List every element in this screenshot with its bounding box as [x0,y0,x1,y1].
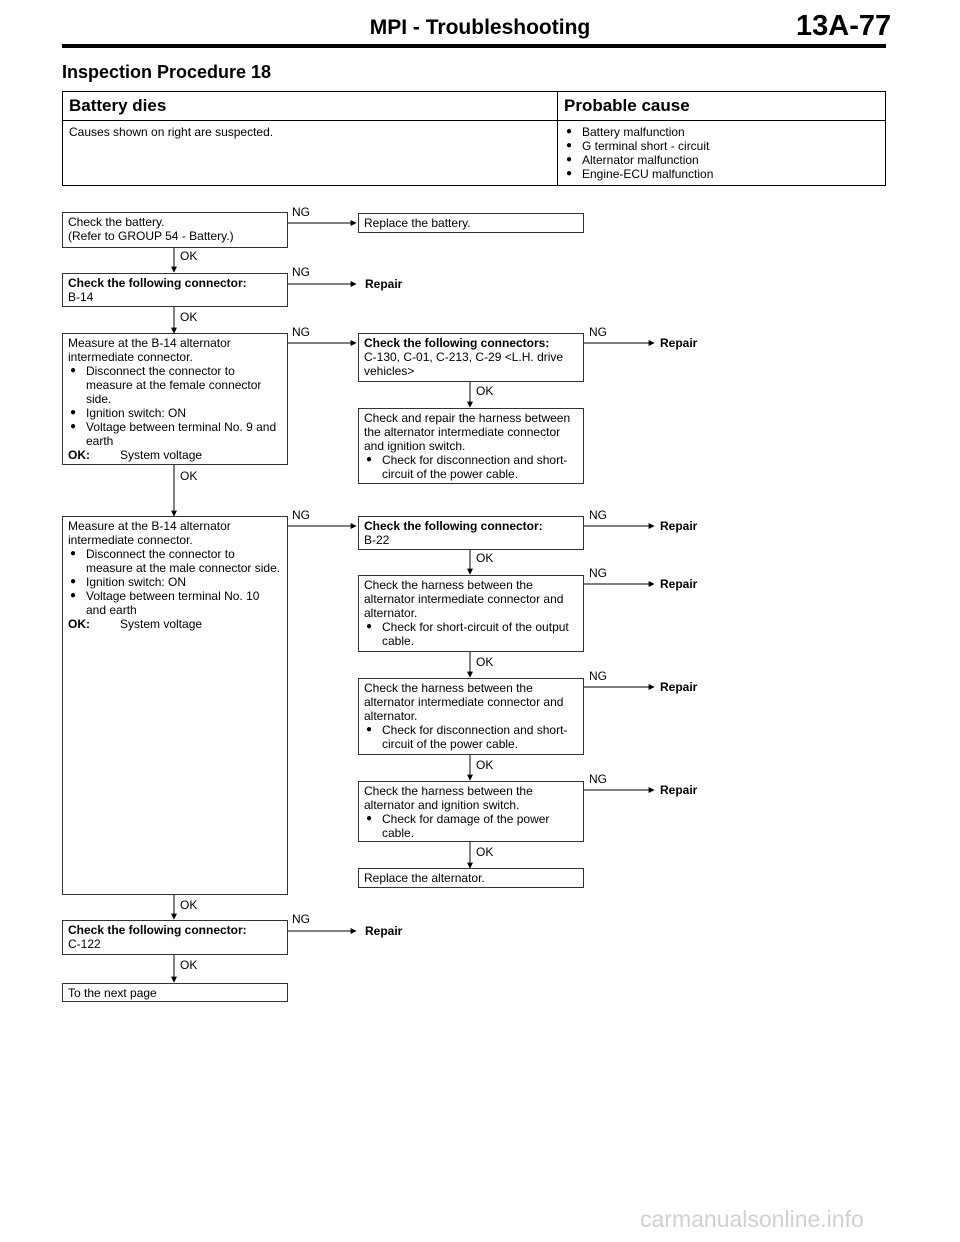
watermark: carmanualsonline.info [640,1206,864,1232]
repair-label: Repair [365,277,403,291]
ng-label: NG [589,508,607,522]
connector-check-title: Check the following connector: [364,519,543,533]
measure-step: ● Voltage between terminal No. 10 and earth [68,589,282,617]
symptom-header: Battery dies [63,92,558,121]
ng-label: NG [292,205,310,219]
connector-id: C-122 [68,937,101,951]
ng-label: NG [589,566,607,580]
connector-check-title: Check the following connector: [68,276,247,290]
ok-label: OK [180,469,198,483]
page-header-title: MPI - Troubleshooting [369,16,591,39]
ng-label: NG [292,508,310,522]
symptom-description: Causes shown on right are suspected. [63,121,558,186]
harness-check-step: ● Check for damage of the power cable. [364,812,578,840]
ng-label: NG [292,912,310,926]
ok-key: OK: [68,448,90,462]
ok-criteria [68,448,282,462]
replace-alternator-box: Replace the alternator. [358,868,584,888]
harness-check-step: ● Check for disconnection and short-circuit of the power cable. [364,453,578,481]
repair-label: Repair [660,680,698,694]
ok-label: OK [180,310,198,324]
check-battery-reference: (Refer to GROUP 54 - Battery.) [68,229,234,243]
measure-step: ● Ignition switch: ON [68,575,282,589]
ng-label: NG [589,772,607,786]
measure-step: ● Disconnect the connector to measure at the female connector side. [68,364,282,406]
next-page-box: To the next page [62,983,288,1002]
ok-key: OK: [68,617,90,631]
cause-item: ● Battery malfunction [564,125,879,139]
page-code: 13A-77 [796,10,892,42]
check-connectors-c130-box [358,333,584,382]
repair-label: Repair [660,577,698,591]
measure-text: Measure at the B-14 alternator [68,336,231,350]
check-harness-output-box [358,575,584,652]
check-connector-b14-box [62,273,288,307]
ok-label: OK [476,845,494,859]
repair-label: Repair [365,924,403,938]
measure-female-connector-box [62,333,288,465]
check-harness-ignition-switch-box [358,781,584,842]
ok-value: System voltage [120,448,203,462]
connector-ids: C-130, C-01, C-213, C-29 <L.H. drive vehicles> [364,350,564,378]
ok-label: OK [180,898,198,912]
ng-label: NG [589,325,607,339]
connector-id: B-14 [68,290,94,304]
check-connector-c122-box [62,920,288,955]
connector-id: B-22 [364,533,390,547]
check-connector-b22-box [358,516,584,550]
repair-label: Repair [660,336,698,350]
check-battery-text: Check the battery. [68,215,165,229]
measure-text: intermediate connector. [68,533,193,547]
harness-check-step: ● Check for disconnection and short-circuit of the power cable. [364,723,578,751]
ok-label: OK [180,958,198,972]
ok-value: System voltage [120,617,203,631]
measure-text: intermediate connector. [68,350,193,364]
ng-label: NG [292,265,310,279]
harness-check-text: Check and repair the harness between the alternator intermediate connector and ignition switch. [364,411,571,453]
procedure-title: Inspection Procedure 18 [62,62,272,82]
ok-label: OK [476,384,494,398]
connector-check-title: Check the following connector: [68,923,247,937]
harness-check-text: Check the harness between the alternator intermediate connector and alternator. [364,578,564,620]
measure-text: Measure at the B-14 alternator [68,519,231,533]
replace-battery-box: Replace the battery. [358,213,584,233]
measure-step: ● Ignition switch: ON [68,406,282,420]
cause-item: ● Alternator malfunction [564,153,879,167]
check-harness-power-box [358,678,584,755]
ng-label: NG [589,669,607,683]
measure-step: ● Voltage between terminal No. 9 and earth [68,420,282,448]
measure-step: ● Disconnect the connector to measure at the male connector side. [68,547,282,575]
measure-male-connector-box [62,516,288,895]
ok-label: OK [476,758,494,772]
connector-check-title: Check the following connectors: [364,336,550,350]
ng-label: NG [292,325,310,339]
repair-label: Repair [660,783,698,797]
ok-label: OK [476,551,494,565]
ok-criteria [68,617,282,631]
harness-check-step: ● Check for short-circuit of the output cable. [364,620,578,648]
cause-item: ● Engine-ECU malfunction [564,167,879,181]
harness-check-text: Check the harness between the alternator intermediate connector and alternator. [364,681,564,723]
ok-label: OK [180,249,198,263]
probable-cause-header: Probable cause [558,92,886,121]
check-battery-box [62,212,288,248]
harness-check-text: Check the harness between the alternator and ignition switch. [364,784,533,812]
cause-item: ● G terminal short - circuit [564,139,879,153]
ok-label: OK [476,655,494,669]
repair-label: Repair [660,519,698,533]
repair-harness-ignition-box [358,408,584,484]
